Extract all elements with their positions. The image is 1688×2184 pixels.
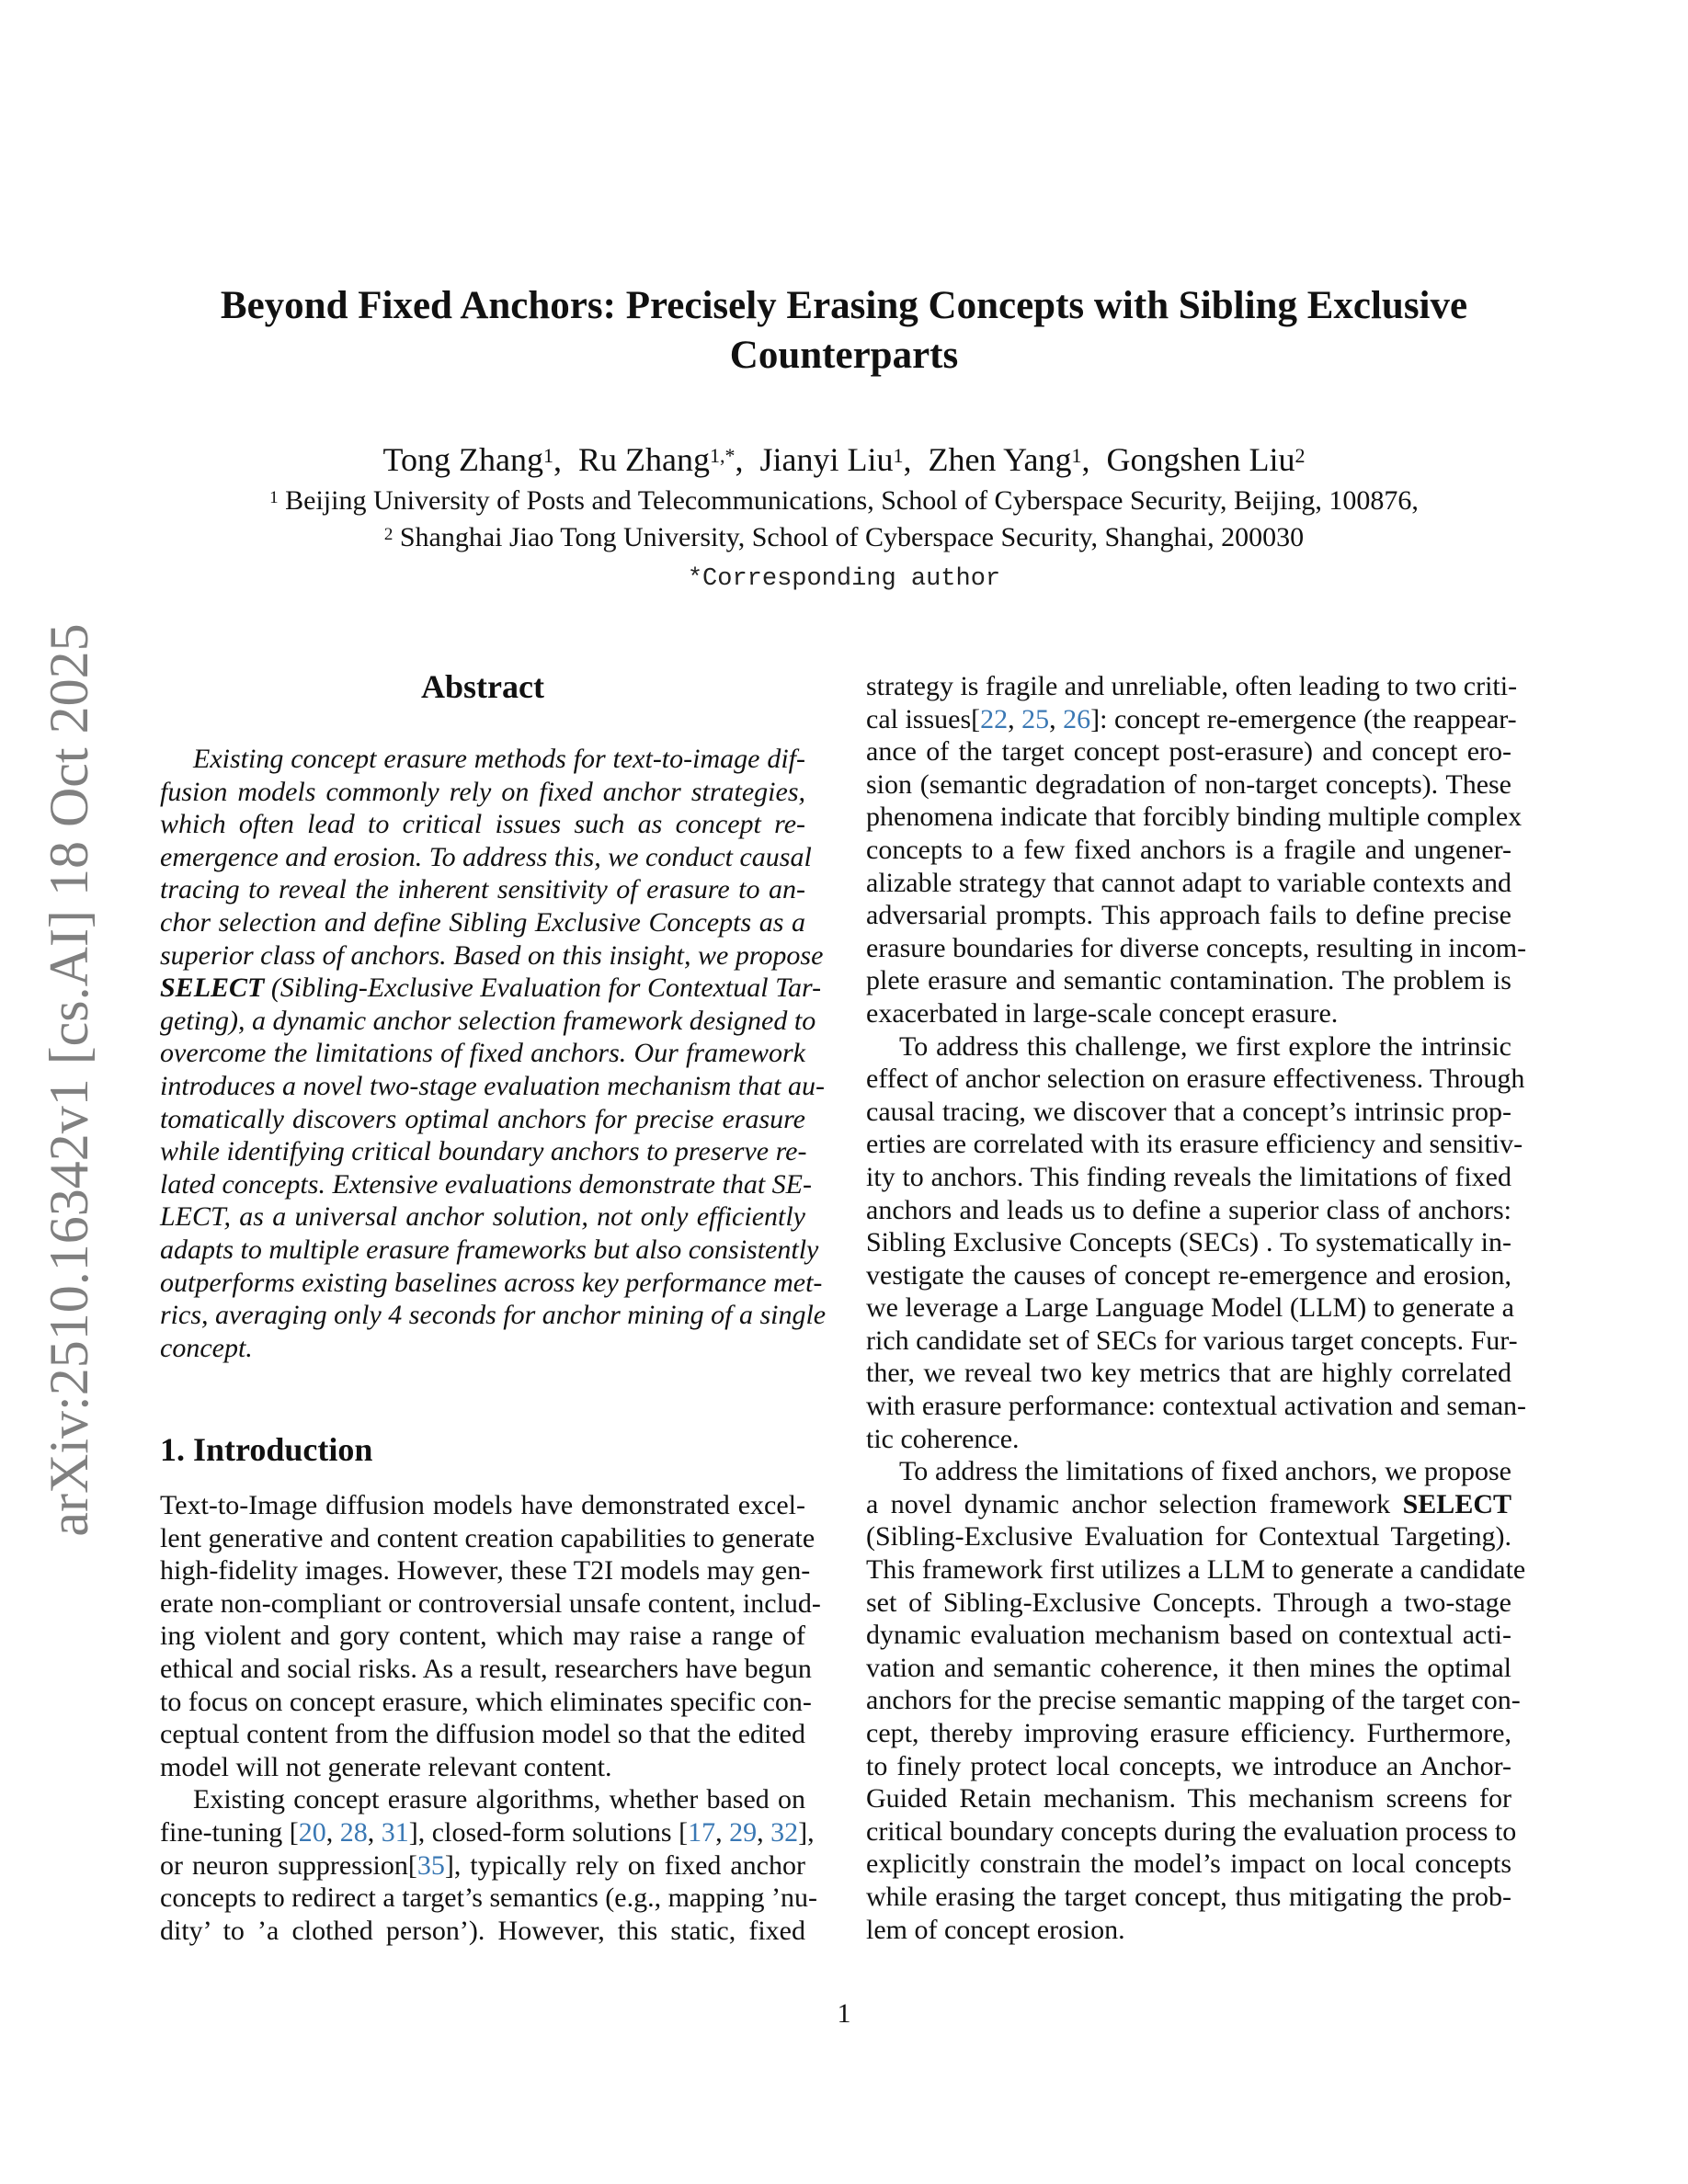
text-segment: exacerbated in large-scale concept erasure.	[866, 997, 1339, 1029]
text-segment: tracing to reveal the inherent sensitivity of erasure to an-	[160, 874, 805, 905]
abstract-body	[160, 743, 827, 1364]
text-segment: cal issues[	[866, 703, 981, 734]
text-line	[160, 972, 822, 1005]
text-line	[160, 1037, 805, 1070]
text-line	[866, 964, 1511, 997]
text-segment: tic coherence.	[866, 1423, 1020, 1454]
text-segment: cept, thereby improving erasure efficiency. Furthermore,	[866, 1718, 1511, 1748]
text-line	[160, 1489, 805, 1522]
text-segment: ance of the target concept post-erasure) and concept ero-	[866, 736, 1511, 768]
paragraph	[866, 1030, 1527, 1456]
text-segment: adapts to multiple erasure frameworks but also consistently	[160, 1234, 819, 1265]
text-segment: To address this challenge, we first explore the intrinsic	[899, 1030, 1511, 1062]
author	[928, 441, 1081, 478]
author-name: Tong Zhang	[382, 441, 543, 478]
text-line	[866, 1914, 1511, 1947]
author-affiliation-marker: 1,*	[709, 444, 736, 467]
text-line	[866, 1325, 1518, 1358]
text-segment: sion (semantic degradation of non-target concepts). These	[866, 768, 1511, 800]
text-segment: ing violent and gory content, which may raise a range of	[160, 1621, 805, 1652]
text-line	[866, 1717, 1511, 1750]
text-line	[866, 735, 1511, 768]
text-segment: a novel dynamic anchor selection framework	[866, 1488, 1403, 1519]
text-segment: adversarial prompts. This approach fails to define precise	[866, 900, 1511, 931]
text-segment: LECT, as a universal anchor solution, not only efficiently	[160, 1201, 805, 1233]
text-segment: Sibling Exclusive Concepts (SECs) . To systematically in-	[866, 1227, 1511, 1258]
arxiv-stamp: arXiv:2510.16342v1 [cs.AI] 18 Oct 2025	[39, 623, 99, 1537]
text-segment: chor selection and define Sibling Exclusive Concepts as a	[160, 906, 805, 938]
text-line	[866, 997, 1511, 1030]
citation-link[interactable]: 35	[416, 1849, 445, 1881]
paragraph	[160, 1783, 818, 1947]
text-line	[160, 1234, 819, 1267]
citation-link[interactable]: 25	[1021, 703, 1050, 734]
text-line	[160, 1070, 825, 1103]
bold-term: SELECT	[1402, 1488, 1511, 1519]
text-line	[160, 1816, 815, 1849]
citation-link[interactable]: 28	[339, 1816, 368, 1848]
text-segment: model will not generate relevant content.	[160, 1751, 612, 1782]
text-segment: dity’ to ’a clothed person’). However, this static, fixed	[160, 1915, 805, 1946]
text-line	[866, 1423, 1511, 1456]
text-line	[160, 906, 805, 939]
text-line	[866, 1782, 1511, 1815]
text-segment: anchors and leads us to define a superior class of anchors:	[866, 1194, 1511, 1225]
text-segment: ethical and social risks. As a result, researchers have begun	[160, 1653, 812, 1684]
author	[578, 441, 735, 478]
affiliation-marker: 1	[269, 488, 279, 507]
text-segment: Existing concept erasure algorithms, whether based on	[193, 1784, 805, 1815]
text-segment: to finely protect local concepts, we introduce an Anchor-	[866, 1750, 1511, 1781]
text-segment: ,	[1008, 703, 1022, 734]
text-segment: ],	[798, 1816, 815, 1848]
text-segment: to focus on concept erasure, which eliminates specific con-	[160, 1686, 812, 1717]
introduction-left-column	[160, 1489, 821, 1947]
citation-link[interactable]: 29	[729, 1816, 758, 1848]
author	[383, 441, 553, 478]
text-segment: outperforms existing baselines across key performance met-	[160, 1267, 823, 1298]
text-line	[160, 776, 805, 809]
text-line	[866, 1226, 1511, 1259]
paragraph	[160, 1489, 821, 1783]
text-line	[160, 873, 805, 906]
text-segment: erties are correlated with its erasure efficiency and sensitiv-	[866, 1129, 1523, 1160]
text-line	[160, 1522, 815, 1555]
text-segment: dynamic evaluation mechanism based on contextual acti-	[866, 1620, 1511, 1651]
text-segment: ], typically rely on fixed anchor	[444, 1849, 805, 1881]
text-line	[866, 1161, 1511, 1194]
text-line	[160, 1783, 805, 1816]
page-number: 1	[837, 1998, 851, 2029]
text-line	[160, 1332, 805, 1365]
title-line-2: Counterparts	[729, 334, 959, 377]
text-line	[866, 670, 1518, 703]
text-segment: rics, averaging only 4 seconds for anchor mining of a single	[160, 1300, 827, 1331]
text-line	[160, 1103, 805, 1136]
text-segment: ], closed-form solutions [	[408, 1816, 689, 1848]
text-line	[160, 1686, 812, 1719]
text-segment: emergence and erosion. To address this, we conduct causal	[160, 841, 812, 872]
text-line	[160, 1200, 805, 1234]
text-line	[866, 1881, 1511, 1914]
citation-link[interactable]: 26	[1063, 703, 1091, 734]
text-segment: explicitly constrain the model’s impact on local concepts	[866, 1848, 1511, 1880]
affiliation-1	[0, 484, 1688, 518]
paragraph	[160, 743, 827, 1364]
text-line	[160, 1751, 805, 1784]
text-line	[160, 1882, 818, 1915]
text-line	[866, 1848, 1511, 1881]
text-line	[866, 1128, 1523, 1161]
abstract-heading: Abstract	[421, 668, 544, 705]
text-line	[866, 1194, 1511, 1227]
text-segment: rich candidate set of SECs for various target concepts. Fur-	[866, 1325, 1518, 1356]
text-line	[866, 1815, 1517, 1848]
affiliation-text: Shanghai Jiao Tong University, School of Cyberspace Security, Shanghai, 200030	[399, 522, 1305, 552]
text-line	[866, 1096, 1511, 1129]
text-line	[866, 768, 1511, 802]
text-line	[866, 1259, 1511, 1292]
text-segment: with erasure performance: contextual activation and seman-	[866, 1391, 1527, 1422]
text-line	[160, 1849, 805, 1883]
text-segment: Guided Retain mechanism. This mechanism screens for	[866, 1783, 1511, 1814]
text-segment: or neuron suppression[	[160, 1849, 417, 1881]
text-segment: lem of concept erosion.	[866, 1914, 1125, 1945]
text-segment: ther, we reveal two key metrics that are highly correlated	[866, 1358, 1511, 1389]
introduction-heading: 1. Introduction	[160, 1431, 373, 1468]
text-line	[866, 1488, 1511, 1521]
text-segment: which often lead to critical issues such as concept re-	[160, 809, 805, 840]
text-line	[160, 743, 805, 776]
text-line	[866, 1652, 1511, 1685]
text-segment: ity to anchors. This finding reveals the limitations of fixed	[866, 1161, 1511, 1192]
text-segment: To address the limitations of fixed anchors, we propose	[899, 1456, 1511, 1487]
text-segment: This framework first utilizes a LLM to generate a candidate	[866, 1554, 1526, 1586]
text-line	[160, 1653, 812, 1686]
author-affiliation-marker: 1	[1071, 444, 1082, 467]
text-line	[866, 1587, 1511, 1620]
text-segment: causal tracing, we discover that a concept’s intrinsic prop-	[866, 1096, 1511, 1127]
author-name: Jianyi Liu	[759, 441, 894, 478]
text-segment: fusion models commonly rely on fixed anchor strategies,	[160, 776, 805, 807]
paragraph	[866, 670, 1527, 1030]
text-segment: vestigate the causes of concept re-emergence and erosion,	[866, 1259, 1511, 1291]
author-name: Gongshen Liu	[1106, 441, 1295, 478]
text-line	[160, 1168, 812, 1201]
text-segment: critical boundary concepts during the evaluation process to	[866, 1815, 1517, 1847]
citation-link[interactable]: 31	[381, 1816, 409, 1848]
paper-title	[0, 281, 1688, 381]
text-line	[866, 1030, 1511, 1064]
text-segment: erate non-compliant or controversial unsafe content, includ-	[160, 1587, 821, 1619]
text-segment: effect of anchor selection on erasure effectiveness. Through	[866, 1064, 1525, 1095]
text-segment: Existing concept erasure methods for text-to-image dif-	[193, 744, 805, 774]
text-line	[866, 801, 1523, 834]
text-segment: erasure boundaries for diverse concepts, resulting in incom-	[866, 932, 1527, 963]
text-segment: ,	[1049, 703, 1064, 734]
text-segment: introduces a novel two-stage evaluation mechanism that au-	[160, 1070, 825, 1101]
text-line	[160, 808, 805, 841]
text-line	[160, 1587, 821, 1621]
text-segment: ,	[367, 1816, 382, 1848]
text-segment: ,	[325, 1816, 340, 1848]
text-segment: concepts to redirect a target’s semantics (e.g., mapping ’nu-	[160, 1883, 818, 1914]
text-segment: superior class of anchors. Based on this insight, we propose	[160, 939, 824, 971]
text-segment: fine-tuning [	[160, 1816, 299, 1848]
corresponding-author-note: *Corresponding author	[687, 565, 1001, 593]
affiliation-text: Beijing University of Posts and Telecommunications, School of Cyberspace Security, Beijing, 100876,	[285, 485, 1419, 516]
text-line	[160, 939, 824, 973]
text-segment: (Sibling-Exclusive Evaluation for Contextual Tar-	[264, 973, 822, 1004]
text-line	[160, 841, 812, 874]
text-line	[160, 1299, 827, 1332]
paragraph	[866, 1455, 1526, 1946]
text-segment: concepts to a few fixed anchors is a fragile and ungener-	[866, 834, 1511, 865]
title-line-1: Beyond Fixed Anchors: Precisely Erasing Concepts with Sibling Exclusive	[220, 284, 1468, 327]
author-name: Zhen Yang	[928, 441, 1072, 478]
text-segment: alizable strategy that cannot adapt to variable contexts and	[866, 867, 1511, 898]
text-line	[866, 1684, 1521, 1717]
text-line	[866, 867, 1511, 900]
text-line	[866, 1291, 1514, 1325]
text-segment: tomatically discovers optimal anchors for precise erasure	[160, 1103, 805, 1134]
text-line	[866, 1553, 1526, 1587]
text-line	[866, 1063, 1525, 1096]
text-segment: geting), a dynamic anchor selection framework designed to	[160, 1005, 816, 1036]
text-segment: concept.	[160, 1332, 253, 1363]
text-line	[160, 1267, 823, 1300]
text-line	[866, 1619, 1511, 1652]
author-list: Tong Zhang$^1$, Ru Zhang$^{1,*}$, Jianyi Liu$^1$, Zhen Yang$^1$, Gongshen Liu$^2$	[382, 441, 1306, 478]
text-segment: ,	[757, 1816, 771, 1848]
text-segment: phenomena indicate that forcibly binding multiple complex	[866, 802, 1523, 833]
author-name: Ru Zhang	[577, 441, 710, 478]
text-segment: plete erasure and semantic contamination. The problem is	[866, 965, 1511, 996]
text-line	[160, 1005, 816, 1038]
text-segment: set of Sibling-Exclusive Concepts. Through a two-stage	[866, 1587, 1511, 1618]
bold-term: SELECT	[160, 973, 265, 1004]
text-line	[866, 1455, 1511, 1488]
text-segment: overcome the limitations of fixed anchors. Our framework	[160, 1038, 805, 1069]
text-line	[866, 703, 1517, 736]
text-line	[866, 1520, 1511, 1553]
text-segment: lated concepts. Extensive evaluations demonstrate that SE-	[160, 1168, 812, 1200]
author	[759, 441, 903, 478]
text-line	[866, 1750, 1511, 1783]
text-line	[866, 932, 1527, 965]
text-segment: lent generative and content creation capabilities to generate	[160, 1522, 815, 1553]
right-column	[866, 670, 1527, 1946]
citation-link[interactable]: 20	[298, 1816, 326, 1848]
text-segment: vation and semantic coherence, it then mines the optimal	[866, 1652, 1511, 1683]
text-line	[866, 1390, 1527, 1423]
author-affiliation-marker: 2	[1295, 444, 1306, 467]
text-segment: we leverage a Large Language Model (LLM) to generate a	[866, 1292, 1514, 1324]
text-segment: anchors for the precise semantic mapping of the target con-	[866, 1685, 1521, 1716]
text-segment: while identifying critical boundary anchors to preserve re-	[160, 1136, 807, 1167]
text-segment: (Sibling-Exclusive Evaluation for Contextual Targeting).	[866, 1521, 1511, 1553]
text-line	[160, 1620, 805, 1653]
text-segment: ceptual content from the diffusion model so that the edited	[160, 1719, 805, 1750]
text-line	[160, 1135, 805, 1168]
text-segment: high-fidelity images. However, these T2I models may gen-	[160, 1555, 811, 1587]
text-segment: Text-to-Image diffusion models have demonstrated excel-	[160, 1490, 805, 1520]
affiliation-2	[0, 521, 1688, 554]
text-line	[866, 1357, 1511, 1390]
text-line	[866, 834, 1511, 867]
text-segment: while erasing the target concept, thus mitigating the prob-	[866, 1881, 1511, 1912]
citation-link[interactable]: 17	[688, 1816, 716, 1848]
text-segment: ,	[715, 1816, 730, 1848]
text-line	[866, 899, 1511, 932]
text-line	[160, 1718, 805, 1751]
author-affiliation-marker: 1	[542, 444, 553, 467]
affiliation-marker: 2	[383, 525, 393, 544]
author	[1106, 441, 1305, 478]
text-line	[160, 1554, 811, 1587]
text-segment: ]: concept re-emergence (the reappear-	[1090, 703, 1517, 734]
text-segment: strategy is fragile and unreliable, often leading to two criti-	[866, 671, 1518, 701]
author-affiliation-marker: 1	[893, 444, 904, 467]
citation-link[interactable]: 32	[770, 1816, 799, 1848]
text-line	[160, 1915, 805, 1948]
citation-link[interactable]: 22	[980, 703, 1009, 734]
